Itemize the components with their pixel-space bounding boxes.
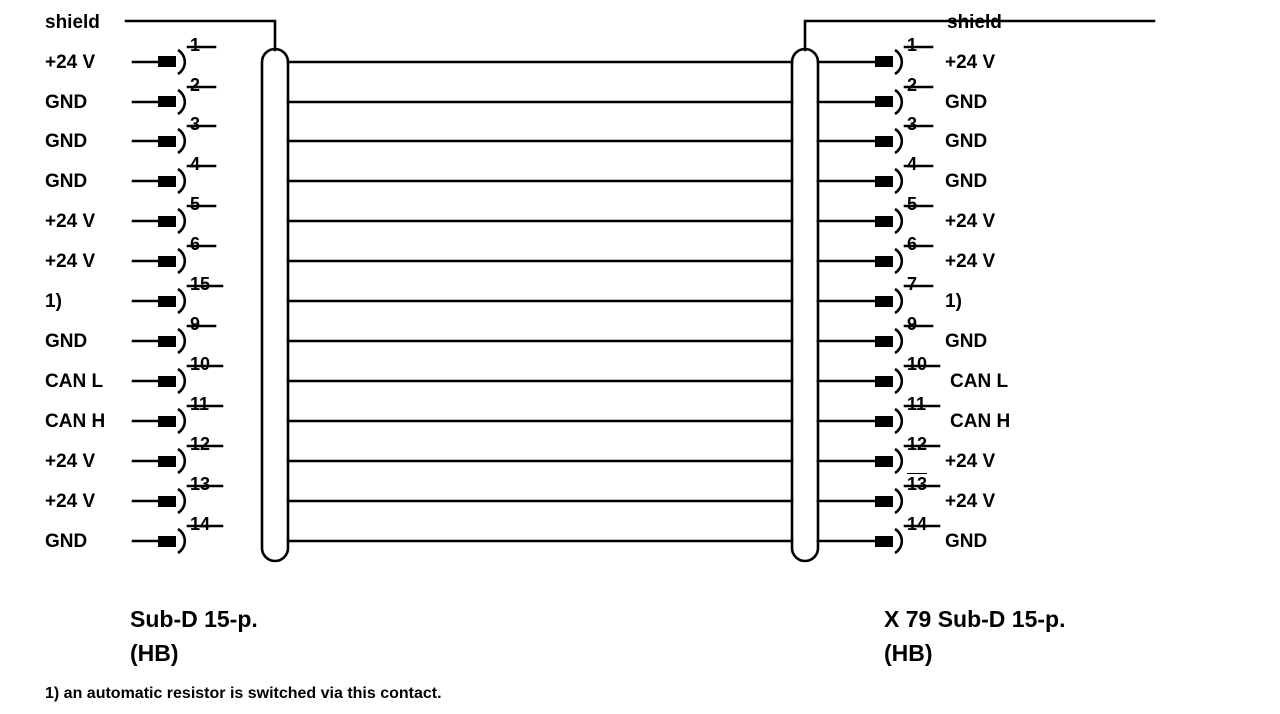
footnote: 1) an automatic resistor is switched via this contact. [45,685,442,702]
right-signal-label-9: CAN L [950,371,1009,392]
left-pin-number-1: 1 [190,35,201,55]
left-signal-label-9: CAN L [45,371,104,392]
left-signal-label-1: +24 V [45,52,96,73]
shield-label-right: shield [947,12,1002,33]
shield-wire-left [126,21,275,50]
right-signal-label-2: GND [945,92,988,113]
right-connector-caption-line2: (HB) [884,640,933,666]
left-pin-number-8: 9 [190,314,201,334]
shield-label-left: shield [45,12,100,33]
left-pin-number-3: 3 [190,114,201,134]
right-signal-label-3: GND [945,131,988,152]
right-connector-caption-line1: X 79 Sub-D 15-p. [884,606,1066,632]
right-signal-label-10: CAN H [950,411,1011,432]
right-signal-label-11: +24 V [945,451,996,472]
right-pin-number-6: 6 [907,234,918,254]
left-pin-number-9: 10 [190,354,211,374]
right-pin-number-8: 9 [907,314,918,334]
left-signal-label-11: +24 V [45,451,96,472]
left-pin-number-10: 11 [190,394,210,414]
right-pin-number-11: 12 [907,434,928,454]
left-signal-label-6: +24 V [45,251,96,272]
right-signal-label-5: +24 V [945,211,996,232]
left-socket-arcs [178,50,185,553]
left-signal-label-5: +24 V [45,211,96,232]
right-pin-number-5: 5 [907,194,918,214]
right-pin-number-9: 10 [907,354,928,374]
left-signal-label-4: GND [45,171,88,192]
left-pin-number-12: 13 [190,474,211,494]
left-pin-number-13: 14 [190,514,211,534]
left-signal-label-3: GND [45,131,88,152]
left-pin-number-7: 15 [190,274,211,294]
left-signal-label-10: CAN H [45,411,106,432]
left-pin-number-2: 2 [190,75,201,95]
right-signal-label-8: GND [945,331,988,352]
right-signal-label-12: +24 V [945,491,996,512]
left-connector-caption-line1: Sub-D 15-p. [130,606,258,632]
right-signal-label-4: GND [945,171,988,192]
right-pin-contacts [875,56,893,547]
right-pin-number-4: 4 [907,154,918,174]
left-pin-number-4: 4 [190,154,201,174]
right-pin-number-13: 14 [907,514,928,534]
left-signal-label-8: GND [45,331,88,352]
right-pin-number-10: 11 [907,394,927,414]
left-pin-number-6: 6 [190,234,201,254]
right-signal-label-7: 1) [945,291,962,312]
right-pin-number-7: 7 [907,274,918,294]
right-pin-number-3: 3 [907,114,918,134]
right-signal-label-6: +24 V [945,251,996,272]
left-pin-number-5: 5 [190,194,201,214]
right-pin-number-2: 2 [907,75,918,95]
right-socket-arcs [895,50,902,553]
left-signal-label-7: 1) [45,291,62,312]
right-connector-shell [792,49,818,561]
left-pin-number-11: 12 [190,434,211,454]
right-signal-label-1: +24 V [945,52,996,73]
left-connector-shell [262,49,288,561]
left-signal-label-2: GND [45,92,88,113]
right-pin-number-1: 1 [907,35,918,55]
left-pin-contacts [158,56,176,547]
left-signal-label-12: +24 V [45,491,96,512]
left-connector-caption-line2: (HB) [130,640,179,666]
left-signal-label-13: GND [45,531,88,552]
right-signal-label-13: GND [945,531,988,552]
right-pin-number-12: 13 [907,474,928,494]
